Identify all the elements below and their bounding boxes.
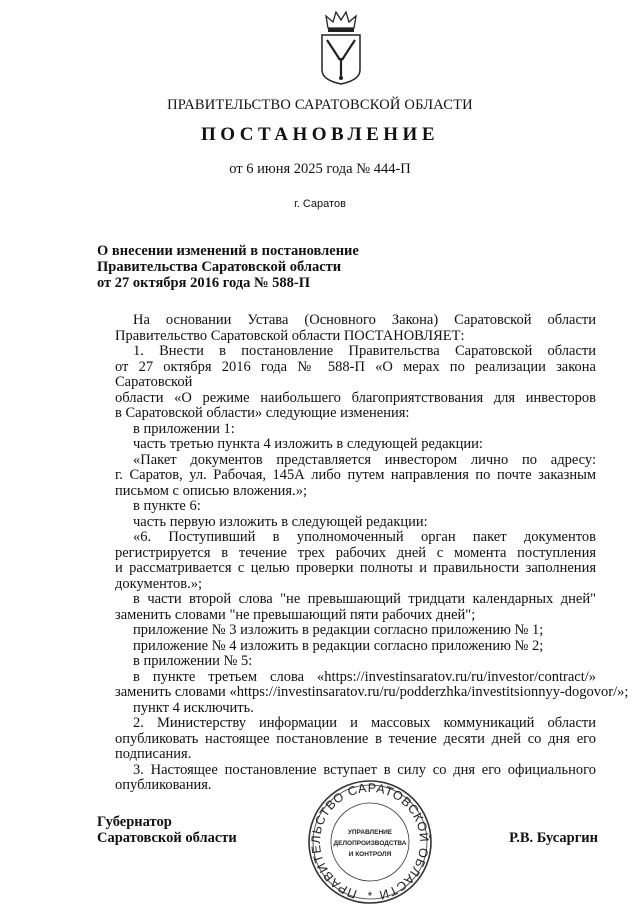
subject-line: от 27 октября 2016 года № 588-П	[97, 275, 311, 291]
paragraph-line: часть первую изложить в следующей редакции:	[133, 513, 428, 530]
signer-position	[97, 814, 237, 846]
paragraph-line: 2. Министерству информации и массовых коммуникаций области	[133, 715, 596, 731]
paragraph-line: «6. Поступивший в уполномоченный орган пакет документов	[133, 529, 596, 545]
coat-of-arms-icon	[318, 8, 364, 88]
paragraph-line: опубликования.	[115, 777, 212, 793]
paragraph-line: Правительство Саратовской области ПОСТАНОВЛЯЕТ:	[115, 327, 465, 344]
signer-position-line: Саратовской области	[97, 830, 237, 846]
paragraph-line: часть третью пункта 4 изложить в следующей редакции:	[133, 436, 483, 452]
paragraph-line: заменить словами "не превышающий пяти рабочих дней";	[115, 606, 476, 623]
document-body	[115, 312, 629, 794]
signer-position-line: Губернатор	[97, 814, 172, 830]
paragraph-line: письмом с описью вложения.»;	[115, 482, 307, 499]
official-seal	[300, 778, 440, 905]
document-date-number: от 6 июня 2025 года № 444-П	[229, 161, 411, 177]
paragraph-line: г. Саратов, ул. Рабочая, 145А либо путем направления по почте заказным	[115, 467, 596, 483]
paragraph-line: приложение № 4 изложить в редакции согласно приложению № 2;	[133, 637, 544, 654]
paragraph-line: заменить словами «https://investinsaratov.ru/ru/podderzhka/investitsionnyy-dogovor/»;	[115, 684, 629, 700]
seal-star-icon: *	[367, 889, 373, 903]
paragraph-line: 3. Настоящее постановление вступает в силу со дня его официального	[133, 761, 596, 778]
paragraph-line: от 27 октября 2016 года № 588-П «О мерах по реализации закона Саратовской	[115, 358, 596, 390]
paragraph-line: в пункте 6:	[133, 498, 201, 514]
paragraph-line: подписания.	[115, 746, 192, 762]
paragraph-line: опубликовать настоящее постановление в течение десяти дней со дня его	[115, 730, 596, 747]
signer-name: Р.В. Бусаргин	[509, 830, 598, 846]
paragraph-line: в части второй слова "не превышающий тридцати календарных дней"	[133, 591, 596, 607]
seal-ring-text: ПРАВИТЕЛЬСТВО САРАТОВСКОЙ ОБЛАСТИ	[308, 780, 432, 903]
document-city: г. Саратов	[294, 198, 346, 210]
paragraph-line: 1. Внести в постановление Правительства Саратовской области	[133, 343, 596, 359]
paragraph-line: и рассматривается с целью проверки полноты и правильности заполнения	[115, 560, 596, 576]
paragraph-line: На основании Устава (Основного Закона) Саратовской области	[133, 312, 596, 328]
paragraph-line: в приложении № 5:	[133, 653, 253, 669]
seal-center-line: УПРАВЛЕНИЕ	[347, 829, 393, 836]
paragraph-line: области «О режиме наибольшего благоприятствования для инвесторов	[115, 389, 596, 406]
paragraph-line: в приложении 1:	[133, 420, 235, 437]
subject-line: О внесении изменений в постановление	[97, 243, 359, 259]
paragraph-line: пункт 4 исключить.	[133, 699, 254, 716]
paragraph-line: регистрируется в течение трех рабочих дней с момента поступления	[115, 544, 596, 561]
paragraph-line: приложение № 3 изложить в редакции согласно приложению № 1;	[133, 622, 544, 638]
government-name: ПРАВИТЕЛЬСТВО САРАТОВСКОЙ ОБЛАСТИ	[167, 97, 473, 113]
seal-center-line: И КОНТРОЛЯ	[348, 851, 392, 858]
document-type-title: ПОСТАНОВЛЕНИЕ	[200, 124, 440, 145]
paragraph-line: «Пакет документов представляется инвестором лично по адресу:	[133, 451, 596, 468]
paragraph-line: в Саратовской области» следующие изменения:	[115, 405, 410, 421]
paragraph-line: в пункте третьем слова «https://investinsaratov.ru/ru/investor/contract/»	[133, 668, 596, 685]
seal-center-line: ДЕЛОПРОИЗВОДСТВА	[333, 840, 407, 847]
paragraph-line: документов.»;	[115, 575, 203, 592]
subject-line: Правительства Саратовской области	[97, 259, 342, 275]
document-subject	[97, 243, 359, 291]
